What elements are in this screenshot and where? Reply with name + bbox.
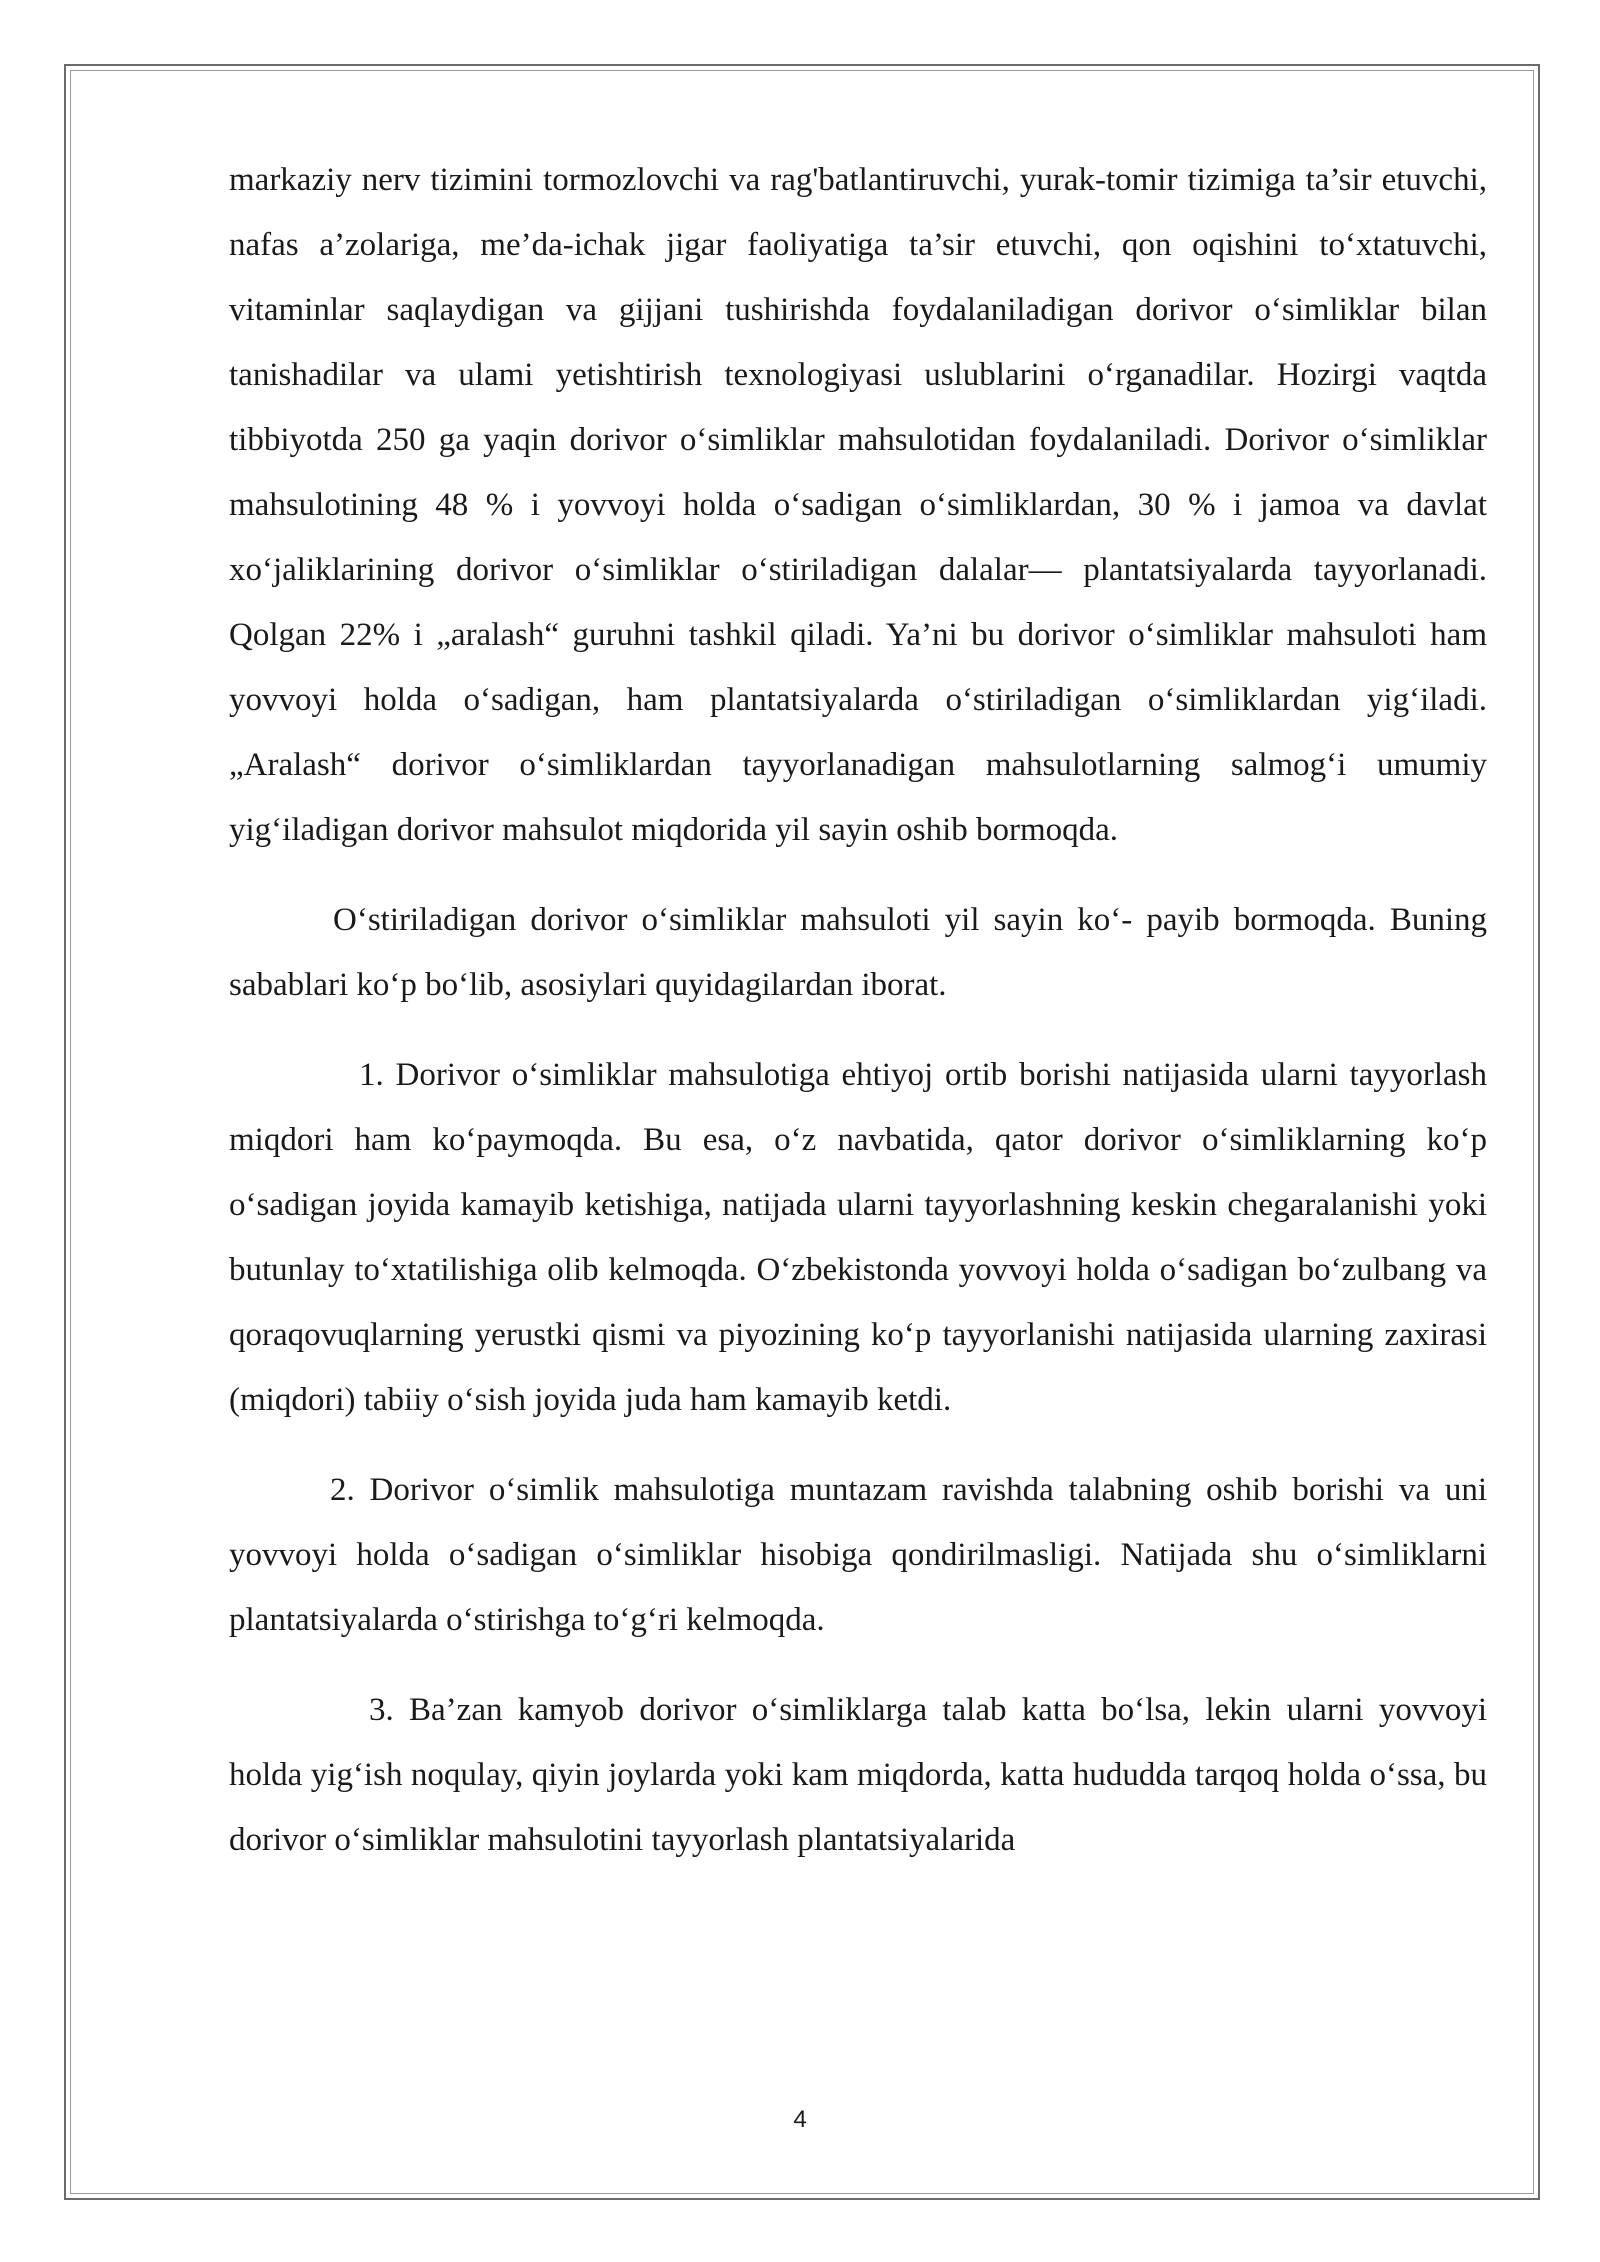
paragraph-reason-2: 2. Dorivor o‘simlik mahsulotiga muntazam ravishda talabning oshib borishi va uni yovvoyi holda o‘sadigan o‘simliklar hisobiga qondirilmasligi. Natijada shu o‘simliklarni plantatsiyalarda o‘stirishga to‘g‘ri kelmoqda. [229, 1472, 1487, 1638]
paragraph-reason-1: 1. Dorivor o‘simliklar mahsulotiga ehtiyoj ortib borishi natijasida ularni tayyorlash miqdori ham ko‘paymoqda. Bu esa, o‘z navbatida, qator dorivor o‘simliklarning ko‘p o‘sadigan joyida kamayib ketishiga, natijada ularni tayyorlashning keskin chegaralanishi yoki butunlay to‘xtatilishiga olib kelmoqda. O‘zbekistonda yovvoyi holda o‘sadigan bo‘zulbang va qoraqovuqlarning yerustki qismi va piyozining ko‘p tayyorlanishi natijasida ularning zaxirasi (miqdori) tabiiy o‘sish joyida juda ham kamayib ketdi. [229, 1057, 1487, 1418]
paragraph-reason-3: 3. Ba’zan kamyob dorivor o‘simliklarga talab katta bo‘lsa, lekin ularni yovvoyi holda yig‘ish noqulay, qiyin joylarda yoki kam miqdorda, katta hududda tarqoq holda o‘ssa, bu dorivor o‘simliklar mahsulotini tayyorlash plantatsiyalarida [229, 1692, 1487, 1858]
page-number: 4 [793, 2106, 807, 2133]
paragraph-continuation: markaziy nerv tizimini tormozlovchi va rag'batlantiruvchi, yurak-tomir tizimiga ta’sir etuvchi, nafas a’zolariga, me’da-ichak jigar faoliyatiga ta’sir etuvchi, qon oqishini to‘xtatuvchi, vitaminlar saqlaydigan va gijjani tushirishda foydalaniladigan dorivor o‘simliklar bilan tanishadilar va ulami yetishtirish texnologiyasi uslublarini o‘rganadilar. Hozirgi vaqtda tibbiyotda 250 ga yaqin dorivor o‘simliklar mahsulotidan foydalaniladi. Dorivor o‘simliklar mahsulotining 48 % i yovvoyi holda o‘sadigan o‘simliklardan, 30 % i jamoa va davlat xo‘jaliklarining dorivor o‘simliklar o‘stiriladigan dalalar— plantatsiyalarda tayyorlanadi. Qolgan 22% i „aralash“ guruhni tashkil qiladi. Ya’ni bu dorivor o‘simliklar mahsuloti ham yovvoyi holda o‘sadigan, ham plantatsiyalarda o‘stiriladigan o‘simliklardan yig‘iladi. „Aralash“ dorivor o‘simliklardan tayyorlanadigan mahsulotlarning salmog‘i umumiy yig‘iladigan dorivor mahsulot miqdorida yil sayin oshib bormoqda. [229, 162, 1487, 848]
paragraph-cultivated-products: O‘stiriladigan dorivor o‘simliklar mahsuloti yil sayin ko‘- payib bormoqda. Buning sabablari ko‘p bo‘lib, asosiylari quyidagilardan iborat. [229, 902, 1487, 1003]
document-body [229, 148, 1487, 1873]
